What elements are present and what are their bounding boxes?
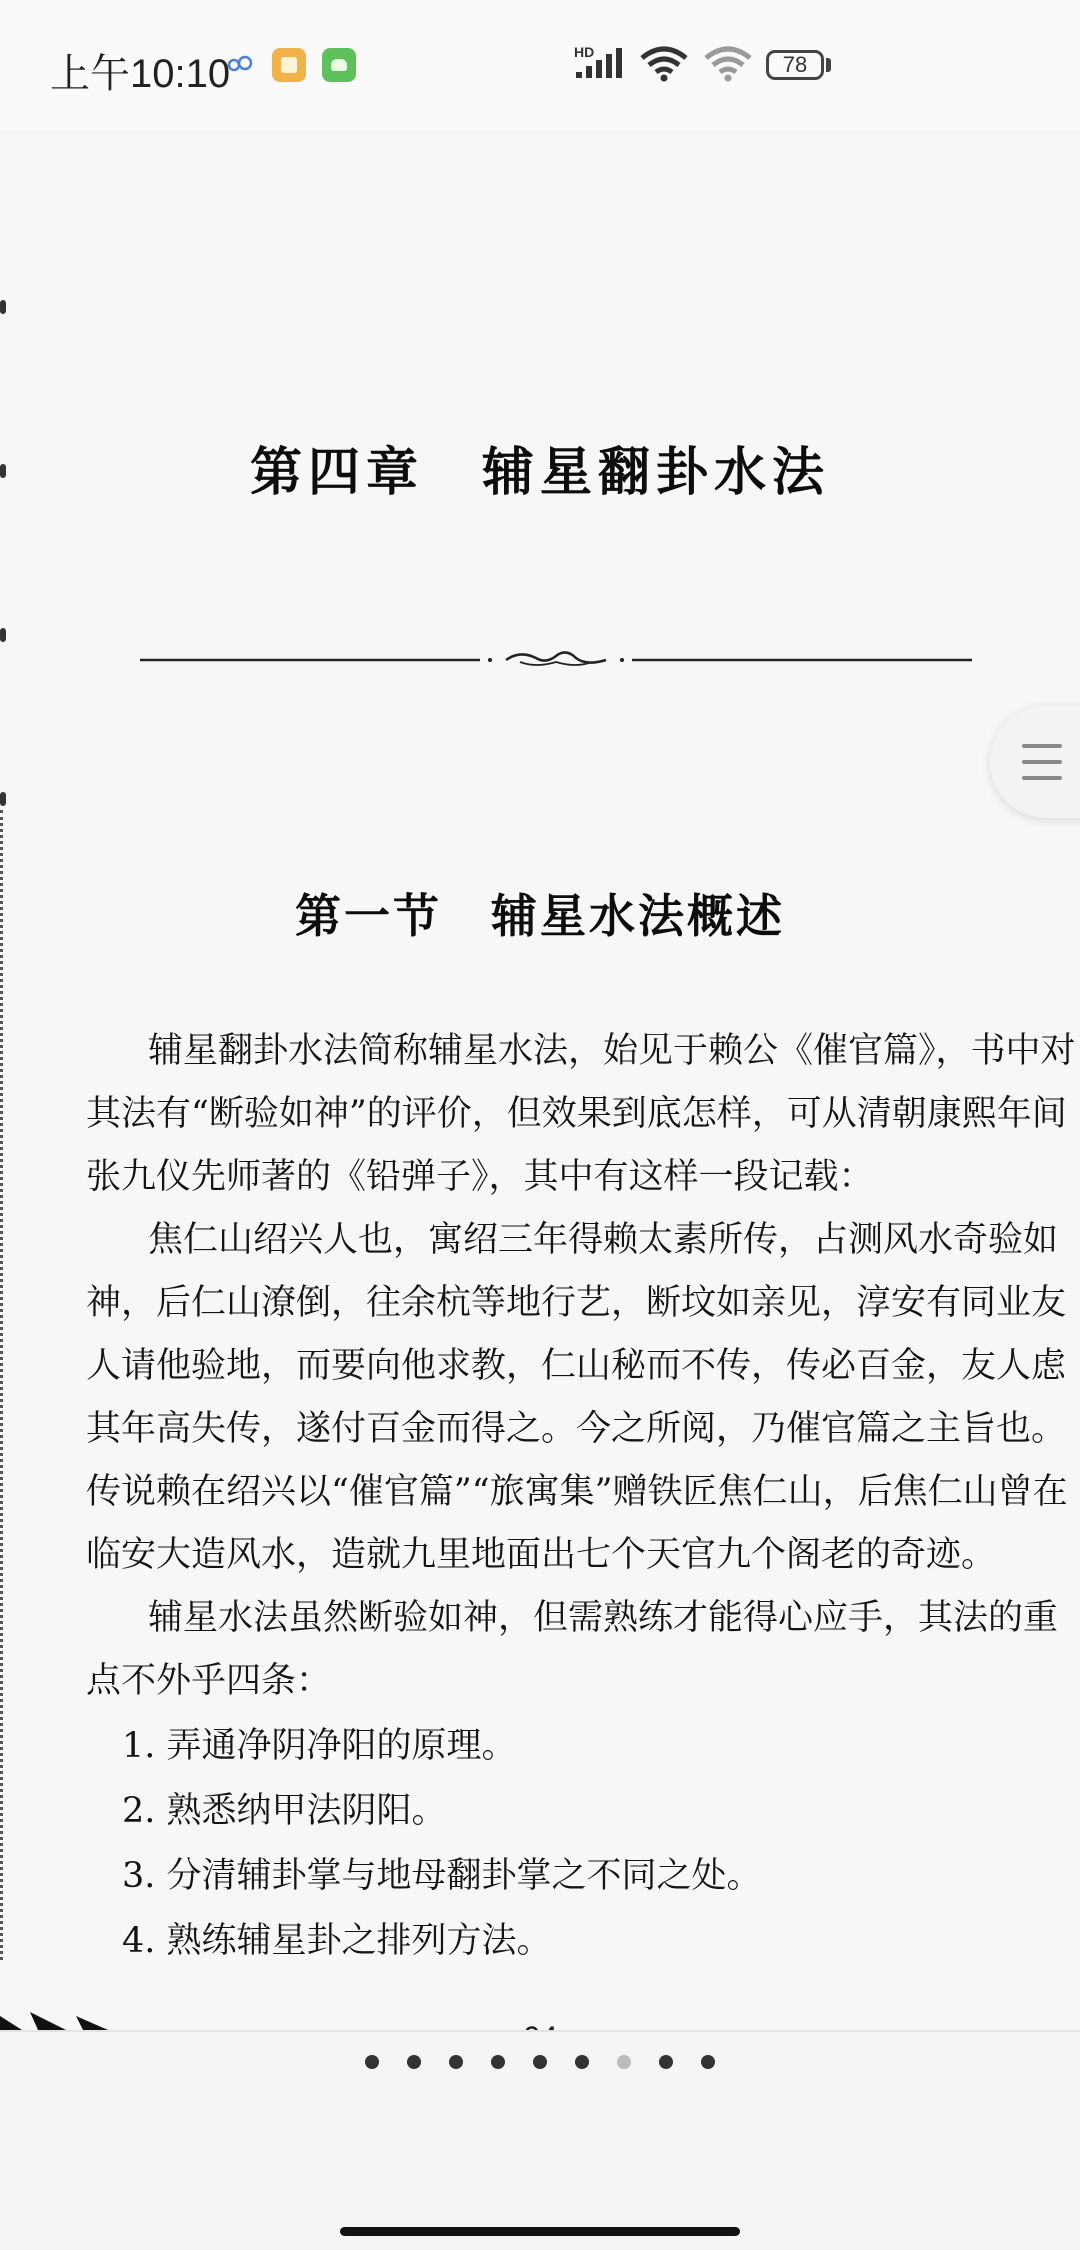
bottom-area — [0, 2030, 1080, 2250]
menu-icon-line — [1022, 760, 1062, 764]
paragraph-2: 焦仁山绍兴人也，寓绍三年得赖太素所传，占测风水奇验如神，后仁山潦倒，往余杭等地行艺，断坟如亲见，淳安有同业友人请他验地，而要向他求教，仁山秘而不传，传必百金，友人虑其年高失传，遂付百金而得之。今之所阅，乃催官篇之主旨也。传说赖在绍兴以“催官篇”“旅寓集”赠铁匠焦仁山，后焦仁山曾在临安大造风水，造就九里地面出七个天官九个阁老的奇迹。 — [86, 1220, 1068, 1575]
page-dot[interactable] — [365, 2055, 379, 2069]
page-dot[interactable] — [491, 2055, 505, 2069]
cloud-sync-icon — [226, 54, 256, 72]
page-dot[interactable] — [407, 2055, 421, 2069]
page-dot[interactable] — [533, 2055, 547, 2069]
messaging-app-icon — [322, 48, 356, 82]
list-item: 3. 分清辅卦掌与地母翻卦掌之不同之处。 — [122, 1856, 762, 1896]
page-dot[interactable] — [659, 2055, 673, 2069]
status-bar — [0, 0, 1080, 130]
chapter-title: 第四章 辅星翻卦水法 — [249, 443, 830, 503]
menu-icon-line — [1022, 744, 1062, 748]
page-dot[interactable] — [575, 2055, 589, 2069]
status-time: 上午10:10 — [50, 52, 231, 96]
paragraph-3: 辅星水法虽然断验如神，但需熟练才能得心应手，其法的重点不外乎四条： — [86, 1598, 1059, 1701]
menu-icon-line — [1022, 776, 1062, 780]
notes-app-icon — [272, 48, 306, 82]
perforation-line — [0, 810, 7, 1960]
home-indicator[interactable] — [340, 2227, 740, 2236]
page-dot[interactable] — [701, 2055, 715, 2069]
signal-icon — [574, 46, 628, 80]
list-item: 1. 弄通净阴净阳的原理。 — [122, 1726, 517, 1766]
body-text — [86, 1020, 1076, 1973]
wifi-icon — [638, 46, 690, 82]
section-title: 第一节 辅星水法概述 — [295, 889, 785, 943]
battery-level: 78 — [782, 52, 808, 77]
title-divider-ornament — [140, 650, 972, 670]
wifi-secondary-icon — [702, 46, 754, 82]
page-dot[interactable] — [449, 2055, 463, 2069]
page-indicator-dots[interactable] — [0, 2054, 1080, 2073]
list-item: 2. 熟悉纳甲法阴阳。 — [122, 1791, 447, 1831]
battery-cap — [826, 58, 831, 72]
hd-label: HD — [574, 44, 595, 60]
paragraph-1: 辅星翻卦水法简称辅星水法，始见于赖公《催官篇》，书中对其法有“断验如神”的评价，但效果到底怎样，可从清朝康熙年间张九仪先师著的《铅弹子》，其中有这样一段记载： — [86, 1031, 1076, 1197]
list-item: 4. 熟练辅星卦之排列方法。 — [122, 1921, 552, 1961]
book-page[interactable] — [0, 130, 1080, 2030]
page-dot-active[interactable] — [617, 2055, 631, 2069]
